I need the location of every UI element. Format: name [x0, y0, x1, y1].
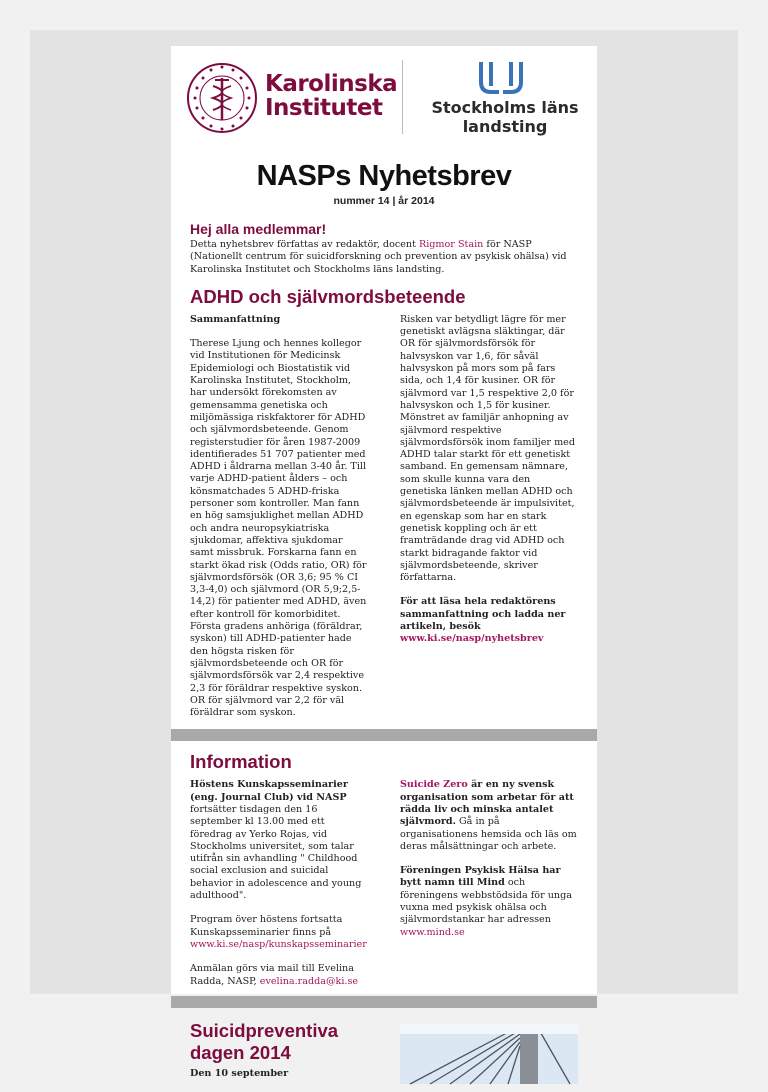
adhd-section	[171, 286, 597, 732]
sll-mark-icon	[471, 60, 531, 98]
adhd-heading: ADHD och självmordsbeteende	[190, 285, 466, 307]
bridge-photo	[400, 1024, 578, 1084]
program-text	[190, 914, 368, 951]
newsletter	[171, 46, 597, 1079]
adhd-right-text: Risken var betydligt lägre för mer genetiskt avlägsna släktingar, där OR för självmordsförsök för halvsyskon var 1,6, för såväl halvsyskon på mors som på fars sida, och 1,4 för kusiner. OR för självmord var 1,5 respektive 2,0 för halvsyskon och 1,5 för kusiner. Mönstret av familjär anhopning av självmord respektive självmordsförsök inom familjer med ADHD talar starkt för ett genetiskt samband. En gemensam nämnare, som skulle kunna vara den genetiska länken mellan ADHD och självmordsbeteende är impulsivitet, en egenskap som har en stark genetisk koppling och är ett framträdande drag vid ADHD och starkt bidragande faktor vid självmordsbeteende, skriver författarna.	[400, 313, 575, 584]
karolinska-logo[interactable]	[185, 58, 398, 138]
ki-wordmark: Karolinska Institutet	[265, 71, 398, 121]
newsletter-title: NASPs Nyhetsbrev	[256, 160, 512, 192]
suicide-day-date: Den 10 september	[190, 1067, 289, 1079]
suicide-zero-title: är en ny svensk organisation som arbetar för att rädda liv och minska antalet självmord.	[400, 779, 574, 828]
mind-link[interactable]: www.mind.se	[400, 926, 465, 938]
seminar-text	[190, 779, 368, 902]
bridge-image-icon	[400, 1024, 578, 1084]
intro-text-start: Detta nyhetsbrev författas av redaktör, docent	[190, 239, 419, 250]
info-left-column	[190, 779, 368, 999]
adhd-left-text: Therese Ljung och hennes kollegor vid Institutionen för Medicinsk Epidemiologi och Biostatistik vid Karolinska Institutet, Stockholm, har undersökt förekomsten av gemensamma genetiska och miljömässiga riskfaktorer för ADHD och självmordsbeteende. Genom registerstudier för åren 1987-2009 identifierades 51 707 patienter med ADHD i åldrarna mellan 3-40 år. Till varje ADHD-patient ålders – och könsmatchades 5 ADHD-friska personer som kontroller. Man fann en hög samsjuklighet mellan ADHD och andra neuropsykiatriska sjukdomar, affektiva sjukdomar samt missbruk. Forskarna fann en starkt ökad risk (Odds ratio, OR) för självmordsförsök (OR 3,6; 95 % CI 3,3-4,0) och självmord (OR 5,9;2,5-14,2) för patienter med ADHD, även efter kontroll för komorbiditet. Första gradens anhöriga (föräldrar, syskon) till ADHD-patienter hade den högsta risken för självmordsbeteende och OR för självmordsförsök var 2,4 respektive 2,3 för föräldrar respektive syskon. OR för självmord var 2,2 för väl föräldrar som syskon.	[190, 338, 367, 719]
summary-label: Sammanfattning	[190, 313, 281, 325]
header-logos	[171, 46, 597, 146]
intro-text-end: för NASP (Nationellt centrum för suicidforskning och prevention av psykisk ohälsa) vid Karolinska Institutet och Stockholms läns landsting.	[190, 239, 567, 275]
seminar-details: fortsätter tisdagen den 16 september kl 13.00 med ett föredrag av Yerko Rojas, vid Stockholms universitet, som talar utifrån sin avhandling " Childhood social exclusion and suicidal behavior in adolescence and young adulthood".	[190, 803, 362, 902]
issue-number: nummer 14 | år 2014	[333, 195, 435, 207]
editor-link[interactable]: Rigmor Stain	[419, 239, 484, 250]
read-more-text: För att läsa hela redaktörens sammanfattning och ladda ner artikeln, besök	[400, 596, 566, 633]
newsletter-link[interactable]: www.ki.se/nasp/nyhetsbrev	[400, 633, 544, 645]
ki-seal-icon	[185, 58, 259, 138]
adhd-left-column	[190, 314, 368, 732]
read-more	[400, 596, 578, 645]
mind-title: Föreningen Psykisk Hälsa har bytt namn till Mind	[400, 865, 561, 889]
email-link[interactable]: evelina.radda@ki.se	[259, 975, 359, 987]
info-section	[171, 751, 597, 999]
suicide-day-heading: Suicidpreventiva dagen 2014	[190, 1019, 339, 1063]
adhd-right-column	[400, 314, 578, 732]
sll-wordmark: Stockholms läns landsting	[431, 98, 579, 136]
signup-label: Anmälan görs via mail till Evelina Radda, NASP,	[190, 963, 354, 987]
intro-section	[171, 221, 597, 276]
mind-details: och föreningens webbstödsida för unga vuxna med psykisk ohälsa och självmordstankar har adressen	[400, 877, 572, 926]
intro-text	[190, 239, 578, 276]
suicide-day-section	[171, 1008, 597, 1092]
info-right-column	[400, 779, 578, 999]
signup-text	[190, 963, 368, 988]
program-label: Program över höstens fortsatta Kunskapsseminarier finns på	[190, 914, 343, 938]
info-heading: Information	[190, 751, 292, 773]
suicide-zero-details: Gå in på organisationens hemsida och läs om deras målsättningar och arbete.	[400, 816, 577, 852]
sll-logo[interactable]	[415, 60, 595, 140]
mind-text	[400, 865, 578, 939]
seminar-link[interactable]: www.ki.se/nasp/kunskapsseminarier	[190, 938, 367, 950]
suicide-zero-link[interactable]: Suicide Zero	[400, 779, 468, 791]
suicide-zero-text	[400, 779, 578, 853]
logo-divider	[402, 60, 403, 134]
suicide-day-left	[190, 1008, 368, 1092]
seminar-title: Höstens Kunskapsseminarier (eng. Journal Club) vid NASP	[190, 779, 348, 803]
intro-heading: Hej alla medlemmar!	[190, 221, 327, 237]
